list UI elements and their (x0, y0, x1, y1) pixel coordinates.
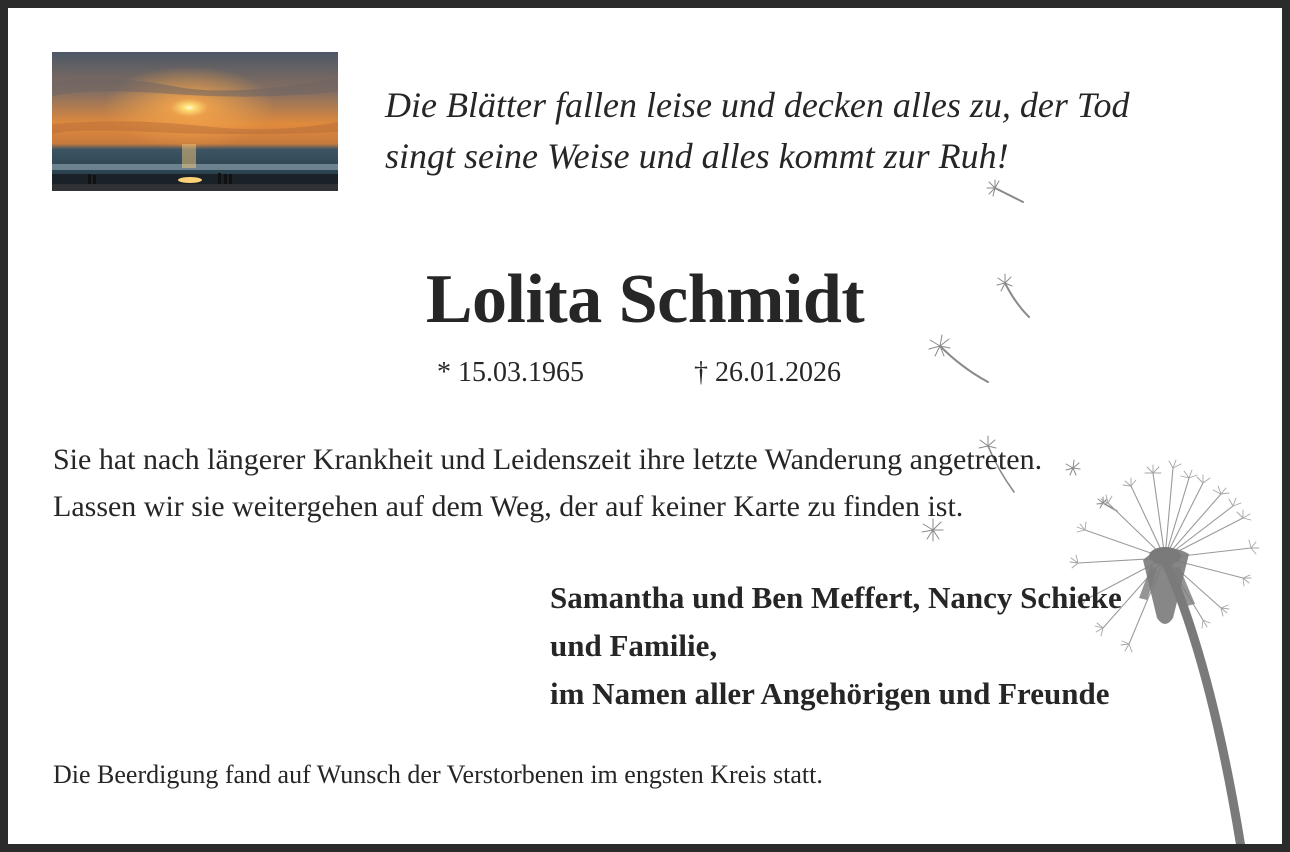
obituary-message (53, 436, 1253, 530)
mourners-signature (550, 574, 1250, 718)
quote-line-1: Die Blätter fallen leise und decken alles zu, der Tod (385, 85, 1130, 125)
signer-line-2: und Familie, (550, 628, 718, 663)
signer-line-3: im Namen aller Angehörigen und Freunde (550, 676, 1110, 711)
message-line-1: Sie hat nach längerer Krankheit und Leidenszeit ihre letzte Wanderung angetreten. (53, 443, 1043, 476)
sunset-over-sea-photo (52, 52, 338, 191)
life-dates (8, 355, 1282, 391)
funeral-note: Die Beerdigung fand auf Wunsch der Verstorbenen im engsten Kreis statt. (53, 760, 823, 789)
message-line-2: Lassen wir sie weitergehen auf dem Weg, der auf keiner Karte zu finden ist. (53, 490, 964, 523)
birth-date: * 15.03.1965 (437, 357, 584, 388)
memorial-quote (385, 80, 1225, 182)
deceased-name: Lolita Schmidt (425, 261, 865, 338)
quote-line-2: singt seine Weise und alles kommt zur Ruh! (385, 136, 1009, 176)
death-date: † 26.01.2026 (694, 357, 841, 388)
sunset-photo (52, 52, 338, 191)
signer-line-1: Samantha und Ben Meffert, Nancy Schieke (550, 580, 1122, 615)
